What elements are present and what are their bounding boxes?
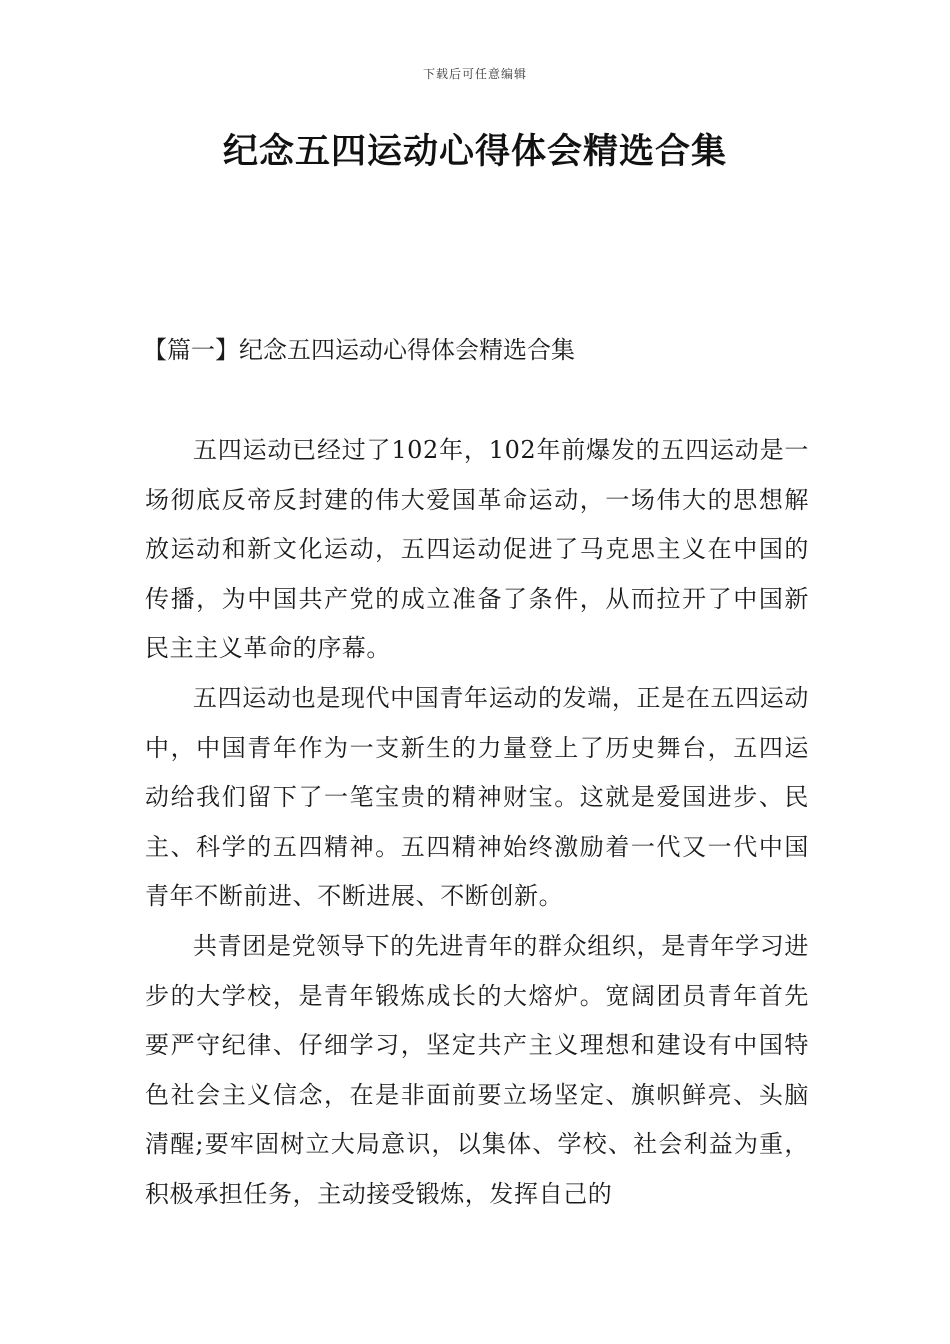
body-text (145, 426, 809, 1220)
paragraph-3: 共青团是党领导下的先进青年的群众组织，是青年学习进步的大学校，是青年锻炼成长的大熔炉。宽阔团员青年首先要严守纪律、仔细学习，坚定共产主义理想和建设有中国特色社会主义信念，在是非面前要立场坚定、旗帜鲜亮、头脑清醒;要牢固树立大局意识，以集体、学校、社会利益为重，积极承担任务，主动接受锻炼，发挥自己的 (145, 931, 809, 1208)
section-heading: 【篇一】纪念五四运动心得体会精选合集 (143, 336, 575, 364)
paragraph-2: 五四运动也是现代中国青年运动的发端，正是在五四运动中，中国青年作为一支新生的力量登上了历史舞台，五四运动给我们留下了一笔宝贵的精神财宝。这就是爱国进步、民主、科学的五四精神。五四精神始终激励着一代又一代中国青年不断前进、不断进展、不断创新。 (145, 683, 809, 911)
document-title: 纪念五四运动心得体会精选合集 (222, 132, 727, 172)
header-note: 下载后可任意编辑 (422, 67, 527, 81)
paragraph-1: 五四运动已经过了102年，102年前爆发的五四运动是一场彻底反帝反封建的伟大爱国革命运动，一场伟大的思想解放运动和新文化运动，五四运动促进了马克思主义在中国的传播，为中国共产党的成立准备了条件，从而拉开了中国新民主主义革命的序幕。 (145, 436, 809, 663)
